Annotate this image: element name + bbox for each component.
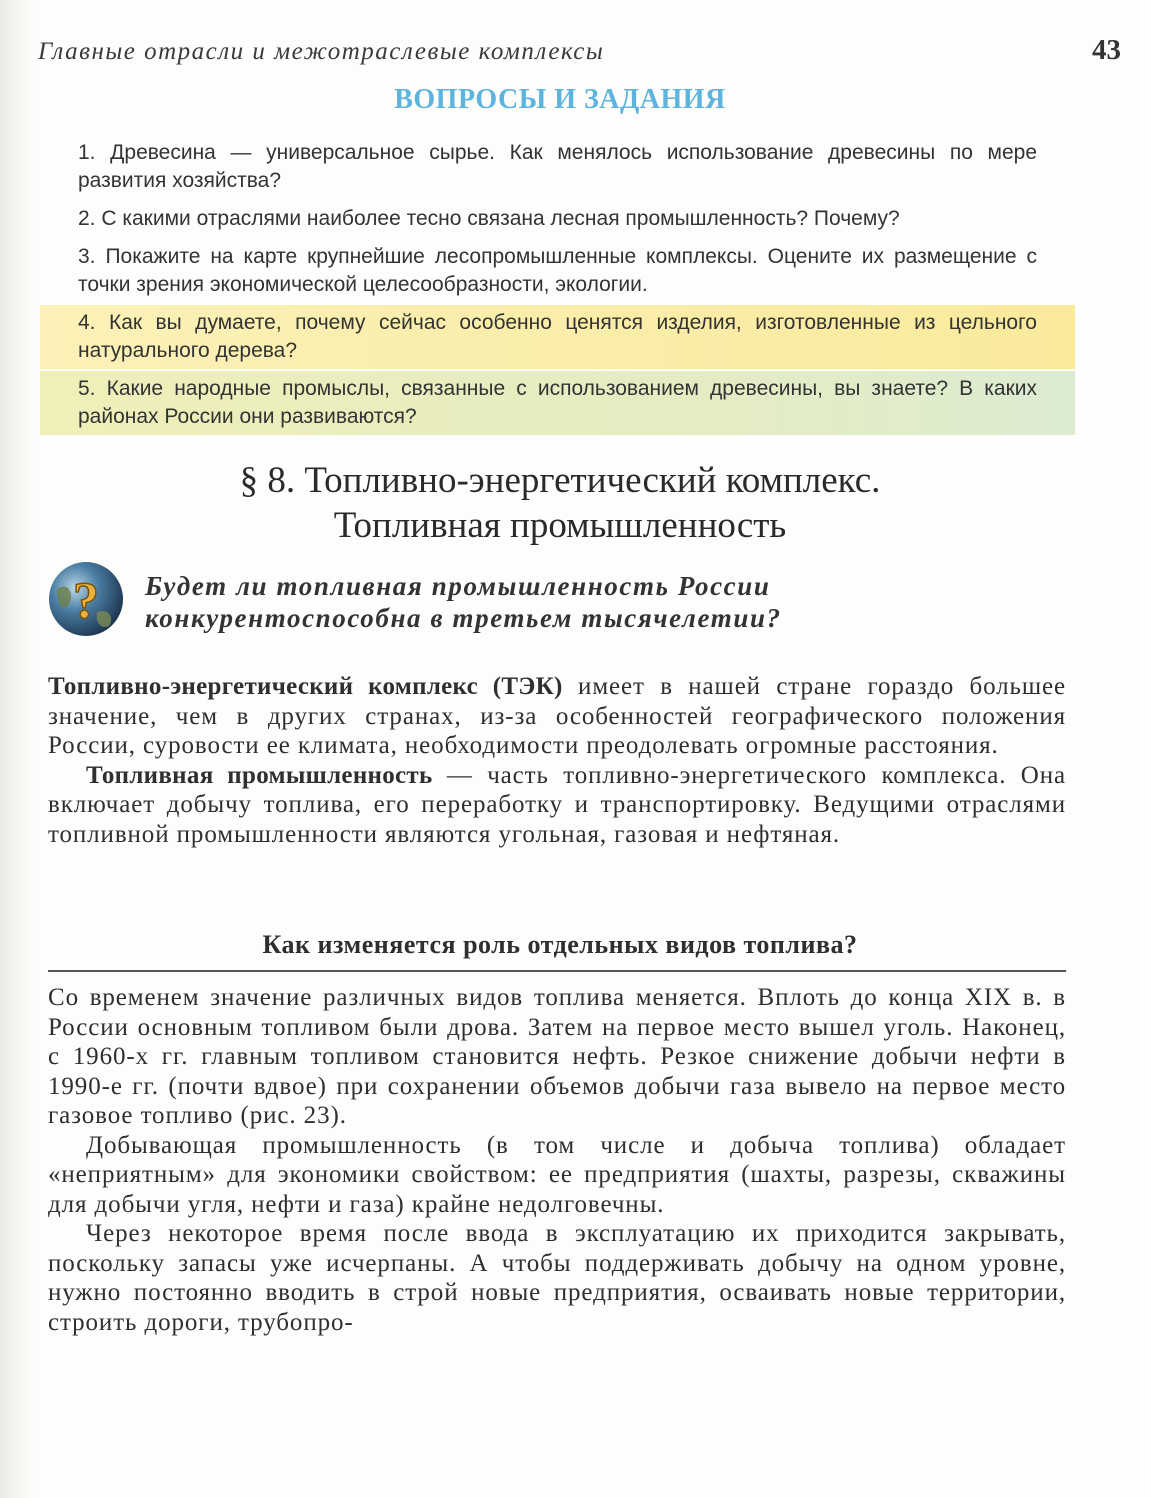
question-item: 3. Покажите на карте крупнейшие лесопромышленные комплексы. Оцените их размещение с точки зрения экономической целесообразности, экологии. xyxy=(78,245,1037,296)
main-text xyxy=(48,983,1066,1337)
key-question-line2: конкурентоспособна в третьем тысячелетии? xyxy=(145,603,782,633)
page-binding-edge xyxy=(0,0,34,1498)
page-number: 43 xyxy=(1092,34,1121,66)
paragraph: Со временем значение различных видов топлива меняется. Вплоть до конца XIX в. в России основным топливом были дрова. Затем на первое место вышел уголь. Наконец, с 1960-х гг. главным топливом становится нефть. Резкое снижение добычи нефти в 1990-е гг. (почти вдвое) при сохранении объемов добычи газа вывело на первое место газовое топливо (рис. 23). xyxy=(48,984,1066,1129)
running-head: Главные отрасли и межотраслевые комплексы xyxy=(38,38,605,65)
paragraph xyxy=(48,761,1066,850)
globe-question-icon xyxy=(45,560,127,638)
term-tek: Топливно-энергетический комплекс (ТЭК) xyxy=(48,673,563,700)
paragraph: Добывающая промышленность (в том числе и добыча топлива) обладает «неприятным» для экономики свойством: ее предприятия (шахты, разрезы, скважины для добычи угля, нефти и газа) крайне недолговечны. xyxy=(48,1131,1066,1218)
svg-text:?: ? xyxy=(73,573,99,630)
questions-title: ВОПРОСЫ И ЗАДАНИЯ xyxy=(394,84,726,115)
question-item-highlighted: 5. Какие народные промыслы, связанные с использованием древесины, вы знаете? В каких районах России они развиваются? xyxy=(40,371,1075,435)
paragraph xyxy=(48,672,1066,761)
intro-text xyxy=(48,672,1066,849)
paragraph-text: — часть топливно-энергетического комплекса. Она включает добычу топлива, его переработку и транспортировку. Ведущими отраслями топливной промышленности являются угольная, газовая и нефтяная. xyxy=(48,761,1067,848)
section-title-line1: § 8. Топливно-энергетический комплекс. xyxy=(239,460,881,501)
paragraph-text: имеет в нашей стране гораздо большее значение, чем в других странах, из-за особенностей географического положения России, суровости ее климата, необходимости преодолевать огромные расстояния. xyxy=(48,673,1066,759)
key-question-line1: Будет ли топливная промышленность России xyxy=(145,571,771,601)
section-title-line2: Топливная промышленность xyxy=(333,505,787,546)
question-item: 1. Древесина — универсальное сырье. Как менялось использование древесины по мере развития хозяйства? xyxy=(78,141,1037,192)
divider xyxy=(48,970,1066,972)
section-title xyxy=(0,458,1120,548)
question-item: 2. С какими отраслями наиболее тесно связана лесная промышленность? Почему? xyxy=(78,207,900,230)
question-item-highlighted: 4. Как вы думаете, почему сейчас особенно ценятся изделия, изготовленные из цельного натурального дерева? xyxy=(40,305,1075,369)
term-fuel-industry: Топливная промышленность xyxy=(86,761,433,789)
key-question xyxy=(145,570,1045,634)
subheading: Как изменяется роль отдельных видов топлива? xyxy=(262,930,858,959)
questions-list xyxy=(40,135,1075,437)
paragraph: Через некоторое время после ввода в эксплуатацию их приходится закрывать, поскольку запасы уже исчерпаны. А чтобы поддерживать добычу на одном уровне, нужно постоянно вводить в строй новые предприятия, осваивать новые территории, строить дороги, трубопро- xyxy=(48,1220,1066,1336)
